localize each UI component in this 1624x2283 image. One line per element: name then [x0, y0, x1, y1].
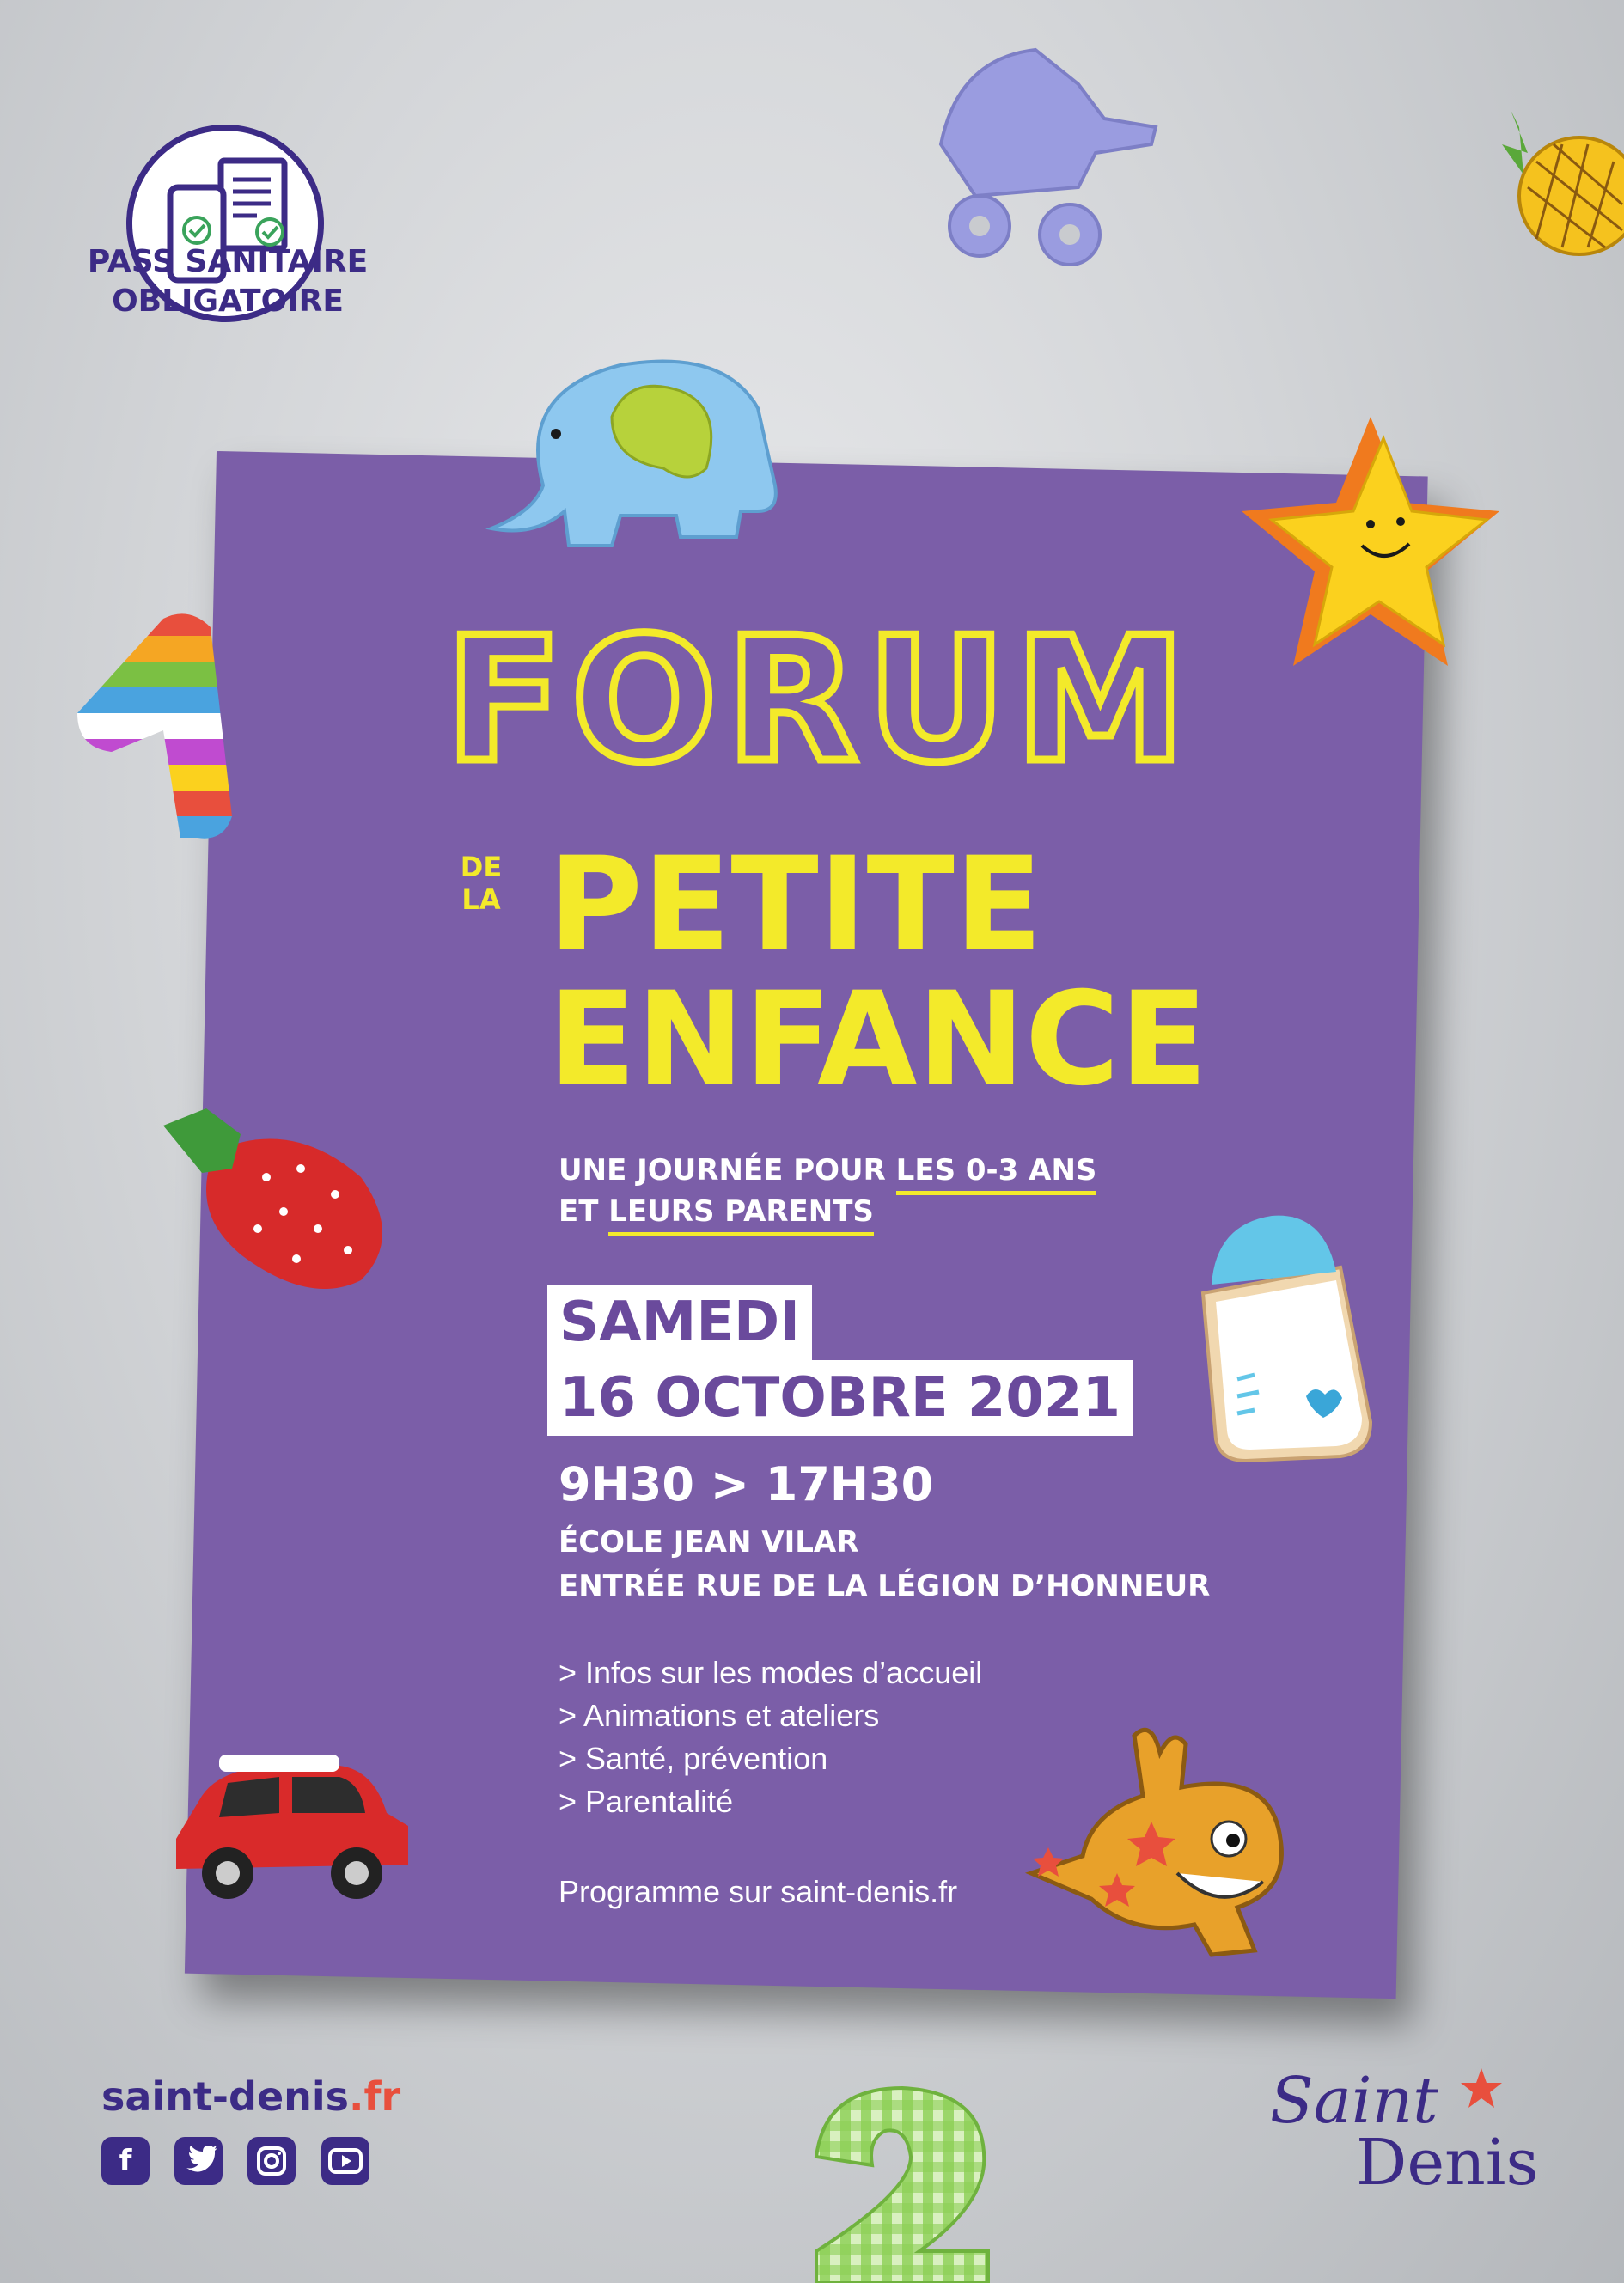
- monster-toy-icon: [1023, 1718, 1332, 1968]
- event-time: 9H30 > 17H30: [559, 1457, 934, 1511]
- number-one-toy-icon: [60, 601, 249, 851]
- number-two-toy-icon: [799, 2079, 1005, 2283]
- event-day: SAMEDI: [547, 1285, 812, 1360]
- stroller-toy-icon: [907, 33, 1173, 282]
- title-forum: FORUM: [445, 601, 1195, 801]
- star-toy-icon: [1242, 408, 1529, 683]
- facebook-icon[interactable]: f: [101, 2137, 150, 2185]
- info-item: > Animations et ateliers: [559, 1698, 880, 1733]
- title-petite: PETITE: [548, 830, 1043, 980]
- title-enfance: ENFANCE: [548, 965, 1208, 1114]
- strawberry-toy-icon: [155, 1100, 404, 1306]
- site-url-main: saint-denis: [101, 2073, 350, 2120]
- subtitle-highlight-parents: LEURS PARENTS: [608, 1194, 874, 1236]
- event-date: 16 OCTOBRE 2021: [547, 1360, 1133, 1436]
- subtitle-highlight-ages: LES 0-3 ANS: [896, 1153, 1097, 1195]
- site-url-link[interactable]: [101, 2071, 400, 2122]
- toy-car-icon: [168, 1744, 417, 1908]
- info-item: > Infos sur les modes d’accueil: [559, 1655, 983, 1690]
- pass-sanitaire-label: [77, 242, 378, 321]
- youtube-icon[interactable]: [321, 2137, 369, 2185]
- title-la: LA: [461, 883, 501, 916]
- info-item: > Parentalité: [559, 1784, 734, 1819]
- info-item: > Santé, prévention: [559, 1741, 828, 1776]
- elephant-toy-icon: [483, 339, 818, 571]
- pass-line-1: PASS SANITAIRE: [87, 244, 369, 279]
- saint-denis-logo-saint: Saint: [1270, 2064, 1438, 2138]
- event-location: ÉCOLE JEAN VILAR: [559, 1525, 859, 1560]
- baby-bottle-toy-icon: [1177, 1199, 1383, 1465]
- title-de: DE: [460, 851, 503, 883]
- saint-denis-logo-denis: Denis: [1356, 2126, 1539, 2200]
- subtitle-line-1: [559, 1151, 1096, 1189]
- subtitle-line-2: [559, 1193, 874, 1230]
- subtitle-line-2-start: ET: [559, 1194, 609, 1229]
- event-entrance: ENTRÉE RUE DE LA LÉGION D’HONNEUR: [559, 1569, 1211, 1603]
- title-de-la: [447, 851, 516, 916]
- twitter-icon[interactable]: [174, 2137, 223, 2185]
- programme-link[interactable]: Programme sur saint-denis.fr: [559, 1874, 958, 1909]
- subtitle-line-1-start: UNE JOURNÉE POUR: [559, 1153, 896, 1187]
- pineapple-toy-icon: [1485, 93, 1624, 265]
- pass-line-2: OBLIGATOIRE: [112, 284, 344, 319]
- site-url-suffix: .fr: [349, 2073, 401, 2120]
- logo-star-icon: [1459, 2066, 1504, 2111]
- instagram-icon[interactable]: [247, 2137, 296, 2185]
